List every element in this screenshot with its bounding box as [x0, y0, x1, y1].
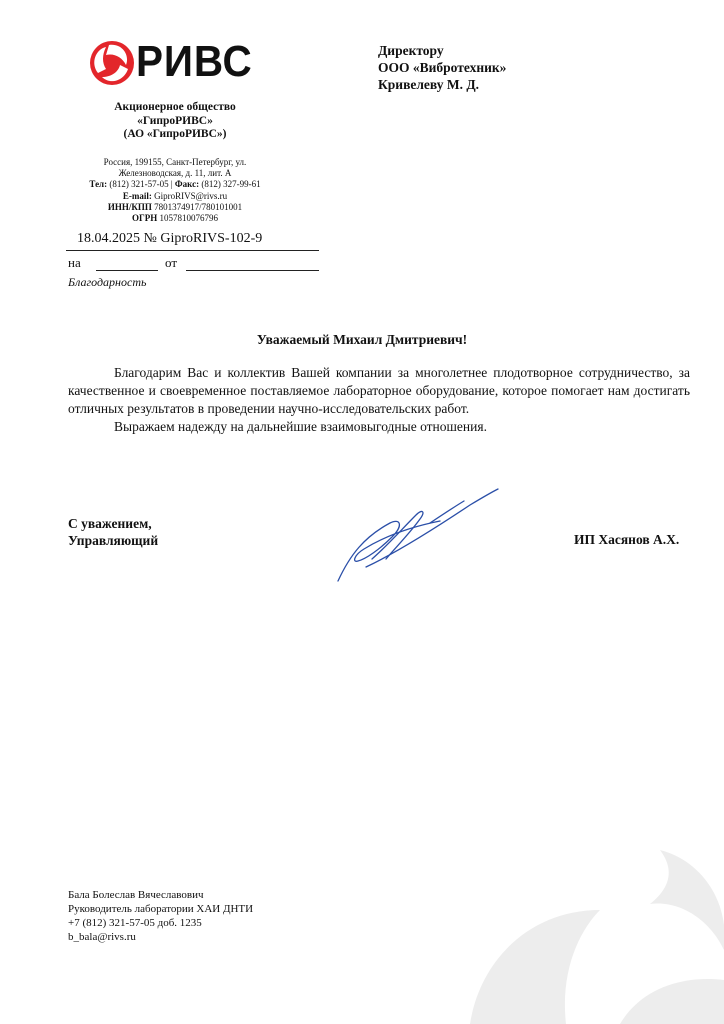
signature-icon	[330, 485, 510, 585]
ot-field-line	[186, 270, 319, 271]
body-paragraph-1: Благодарим Вас и коллектив Вашей компании за многолетнее плодотворное сотрудничество, за качественное и своевременное поставляемое лабораторное оборудование, которое помогает нам достигать отличных результатов в проведении научно-исследовательских работ.	[68, 365, 690, 416]
ogrn-line	[60, 213, 290, 224]
contact-name: Бала Болеслав Вячеславович	[68, 889, 204, 901]
fax-value: (812) 327-99-61	[201, 179, 261, 190]
email-line	[60, 191, 290, 202]
addressee-line1: Директору	[378, 43, 444, 58]
tel-label: Тел:	[89, 179, 108, 190]
na-field-line	[96, 270, 158, 271]
contact-email[interactable]: b_bala@rivs.ru	[68, 931, 136, 943]
closing-line1: С уважением,	[68, 516, 152, 531]
company-name-line3: (АО «ГипроРИВС»)	[123, 128, 227, 140]
fax-label: Факс:	[174, 179, 200, 190]
inn-label: ИНН/КПП	[107, 201, 152, 212]
address-line1: Россия, 199155, Санкт-Петербург, ул.	[103, 157, 247, 167]
greeting: Уважаемый Михаил Дмитриевич!	[256, 332, 468, 347]
inn-line	[60, 202, 290, 213]
body-paragraph-2: Выражаем надежду на дальнейшие взаимовыгодные отношения.	[114, 419, 487, 434]
tel-value: (812) 321-57-05 |	[109, 179, 173, 190]
company-name-line2: «ГипроРИВС»	[137, 114, 213, 127]
addressee-line2: ООО «Вибротехник»	[378, 60, 507, 75]
contact-phone: +7 (812) 321-57-05 доб. 1235	[68, 917, 202, 929]
email-value[interactable]: GiproRIVS@rivs.ru	[154, 190, 228, 201]
ogrn-value: 1057810076796	[159, 213, 218, 224]
watermark-logo-icon	[470, 840, 724, 1024]
company-address	[60, 157, 290, 224]
contact-person	[68, 888, 253, 944]
email-label: E-mail:	[122, 190, 152, 201]
closing	[68, 515, 158, 549]
addressee-line3: Кривелеву М. Д.	[378, 77, 480, 92]
na-label: на	[68, 255, 81, 270]
contact-position: Руководитель лаборатории ХАИ ДНТИ	[68, 903, 254, 915]
letter-subject: Благодарность	[68, 275, 147, 289]
brand-wordmark: РИВС	[136, 37, 253, 86]
address-line2: Железноводская, д. 11, лит. А	[118, 168, 232, 179]
company-name	[60, 101, 290, 142]
inn-value: 7801374917/780101001	[154, 201, 243, 212]
outgoing-number: 18.04.2025 № GiproRIVS-102-9	[77, 231, 263, 246]
phone-fax-line	[60, 179, 290, 190]
number-underline	[66, 250, 319, 251]
company-name-line1: Акционерное общество	[114, 101, 236, 113]
ot-label: от	[165, 255, 178, 270]
closing-line2: Управляющий	[68, 533, 159, 548]
addressee	[378, 42, 506, 93]
ogrn-label: ОГРН	[132, 213, 158, 224]
signer-name: ИП Хасянов А.Х.	[574, 532, 680, 547]
